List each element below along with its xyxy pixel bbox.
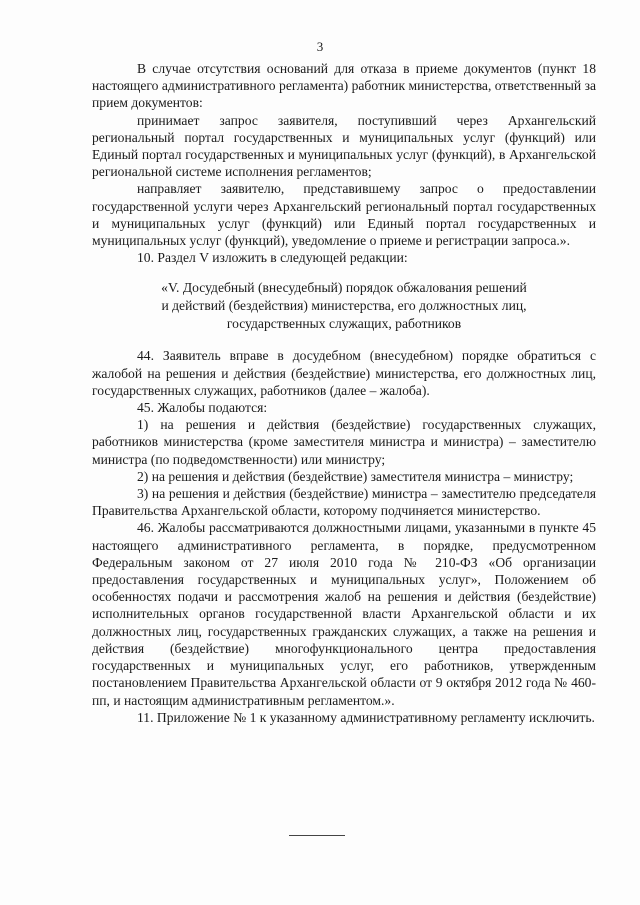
paragraph-45-item-1: 1) на решения и действия (бездействие) государственных служащих, работников министерства (кроме заместителя министра и министра) – заместителю министра (по подведомственности) или министру; (92, 417, 596, 467)
page-number: 3 (316, 39, 324, 54)
paragraph-item-10: 10. Раздел V изложить в следующей редакции: (137, 250, 408, 266)
paragraph-45: 45. Жалобы подаются: (137, 400, 268, 416)
heading-line: и действий (бездействия) министерства, его должностных лиц, (161, 298, 527, 314)
heading-line: государственных служащих, работников (226, 316, 462, 332)
paragraph-44: 44. Заявитель вправе в досудебном (внесудебном) порядке обратиться с жалобой на решения и действия (бездействие) министерства, его должностных лиц, государственных служащих, работников (далее – жалоба). (92, 348, 596, 398)
heading-line: «V. Досудебный (внесудебный) порядок обжалования решений (161, 280, 527, 296)
paragraph-45-item-2: 2) на решения и действия (бездействие) заместителя министра – министру; (137, 468, 574, 484)
paragraph-accepts-request: принимает запрос заявителя, поступивший через Архангельский региональный портал государственных и муниципальных услуг (функций) или Единый портал государственных и муниципальных услуг (функций), в Архангельской региональной системе исполнения регламентов; (92, 112, 596, 180)
paragraph-sends-notification: направляет заявителю, представившему запрос о предоставлении государственной услуги через Архангельский региональный портал государственных и муниципальных услуг (функций) или Единый портал государственных и муниципальных услуг (функций), уведомление о приеме и регистрации запроса.». (92, 181, 596, 249)
section-v-heading (92, 279, 596, 333)
paragraph-no-grounds: В случае отсутствия оснований для отказа в приеме документов (пункт 18 настоящего административного регламента) работник министерства, ответственный за прием документов: (92, 61, 596, 111)
paragraph-46: 46. Жалобы рассматриваются должностными лицами, указанными в пункте 45 настоящего административного регламента, в порядке, предусмотренном Федеральным законом от 27 июля 2010 года № 210-ФЗ «Об организации предоставления государственных и муниципальных услуг», Положением об особенностях подачи и рассмотрения жалоб на решения и действия (бездействие) исполнительных органов государственной власти Архангельской области и их должностных лиц, государственных гражданских служащих, а также на решения и действия (бездействие) многофункционального центра предоставления государственных и муниципальных услуг, его работников, утвержденным постановлением Правительства Архангельской области от 9 октября 2012 года № 460-пп, и настоящим административным регламентом.». (92, 520, 596, 708)
document-body (92, 60, 596, 726)
paragraph-item-11: 11. Приложение № 1 к указанному административному регламенту исключить. (137, 709, 595, 725)
paragraph-45-item-3: 3) на решения и действия (бездействие) министра – заместителю председателя Правительства Архангельской области, которому подчиняется министерство. (92, 486, 596, 519)
end-divider-line (289, 835, 345, 836)
